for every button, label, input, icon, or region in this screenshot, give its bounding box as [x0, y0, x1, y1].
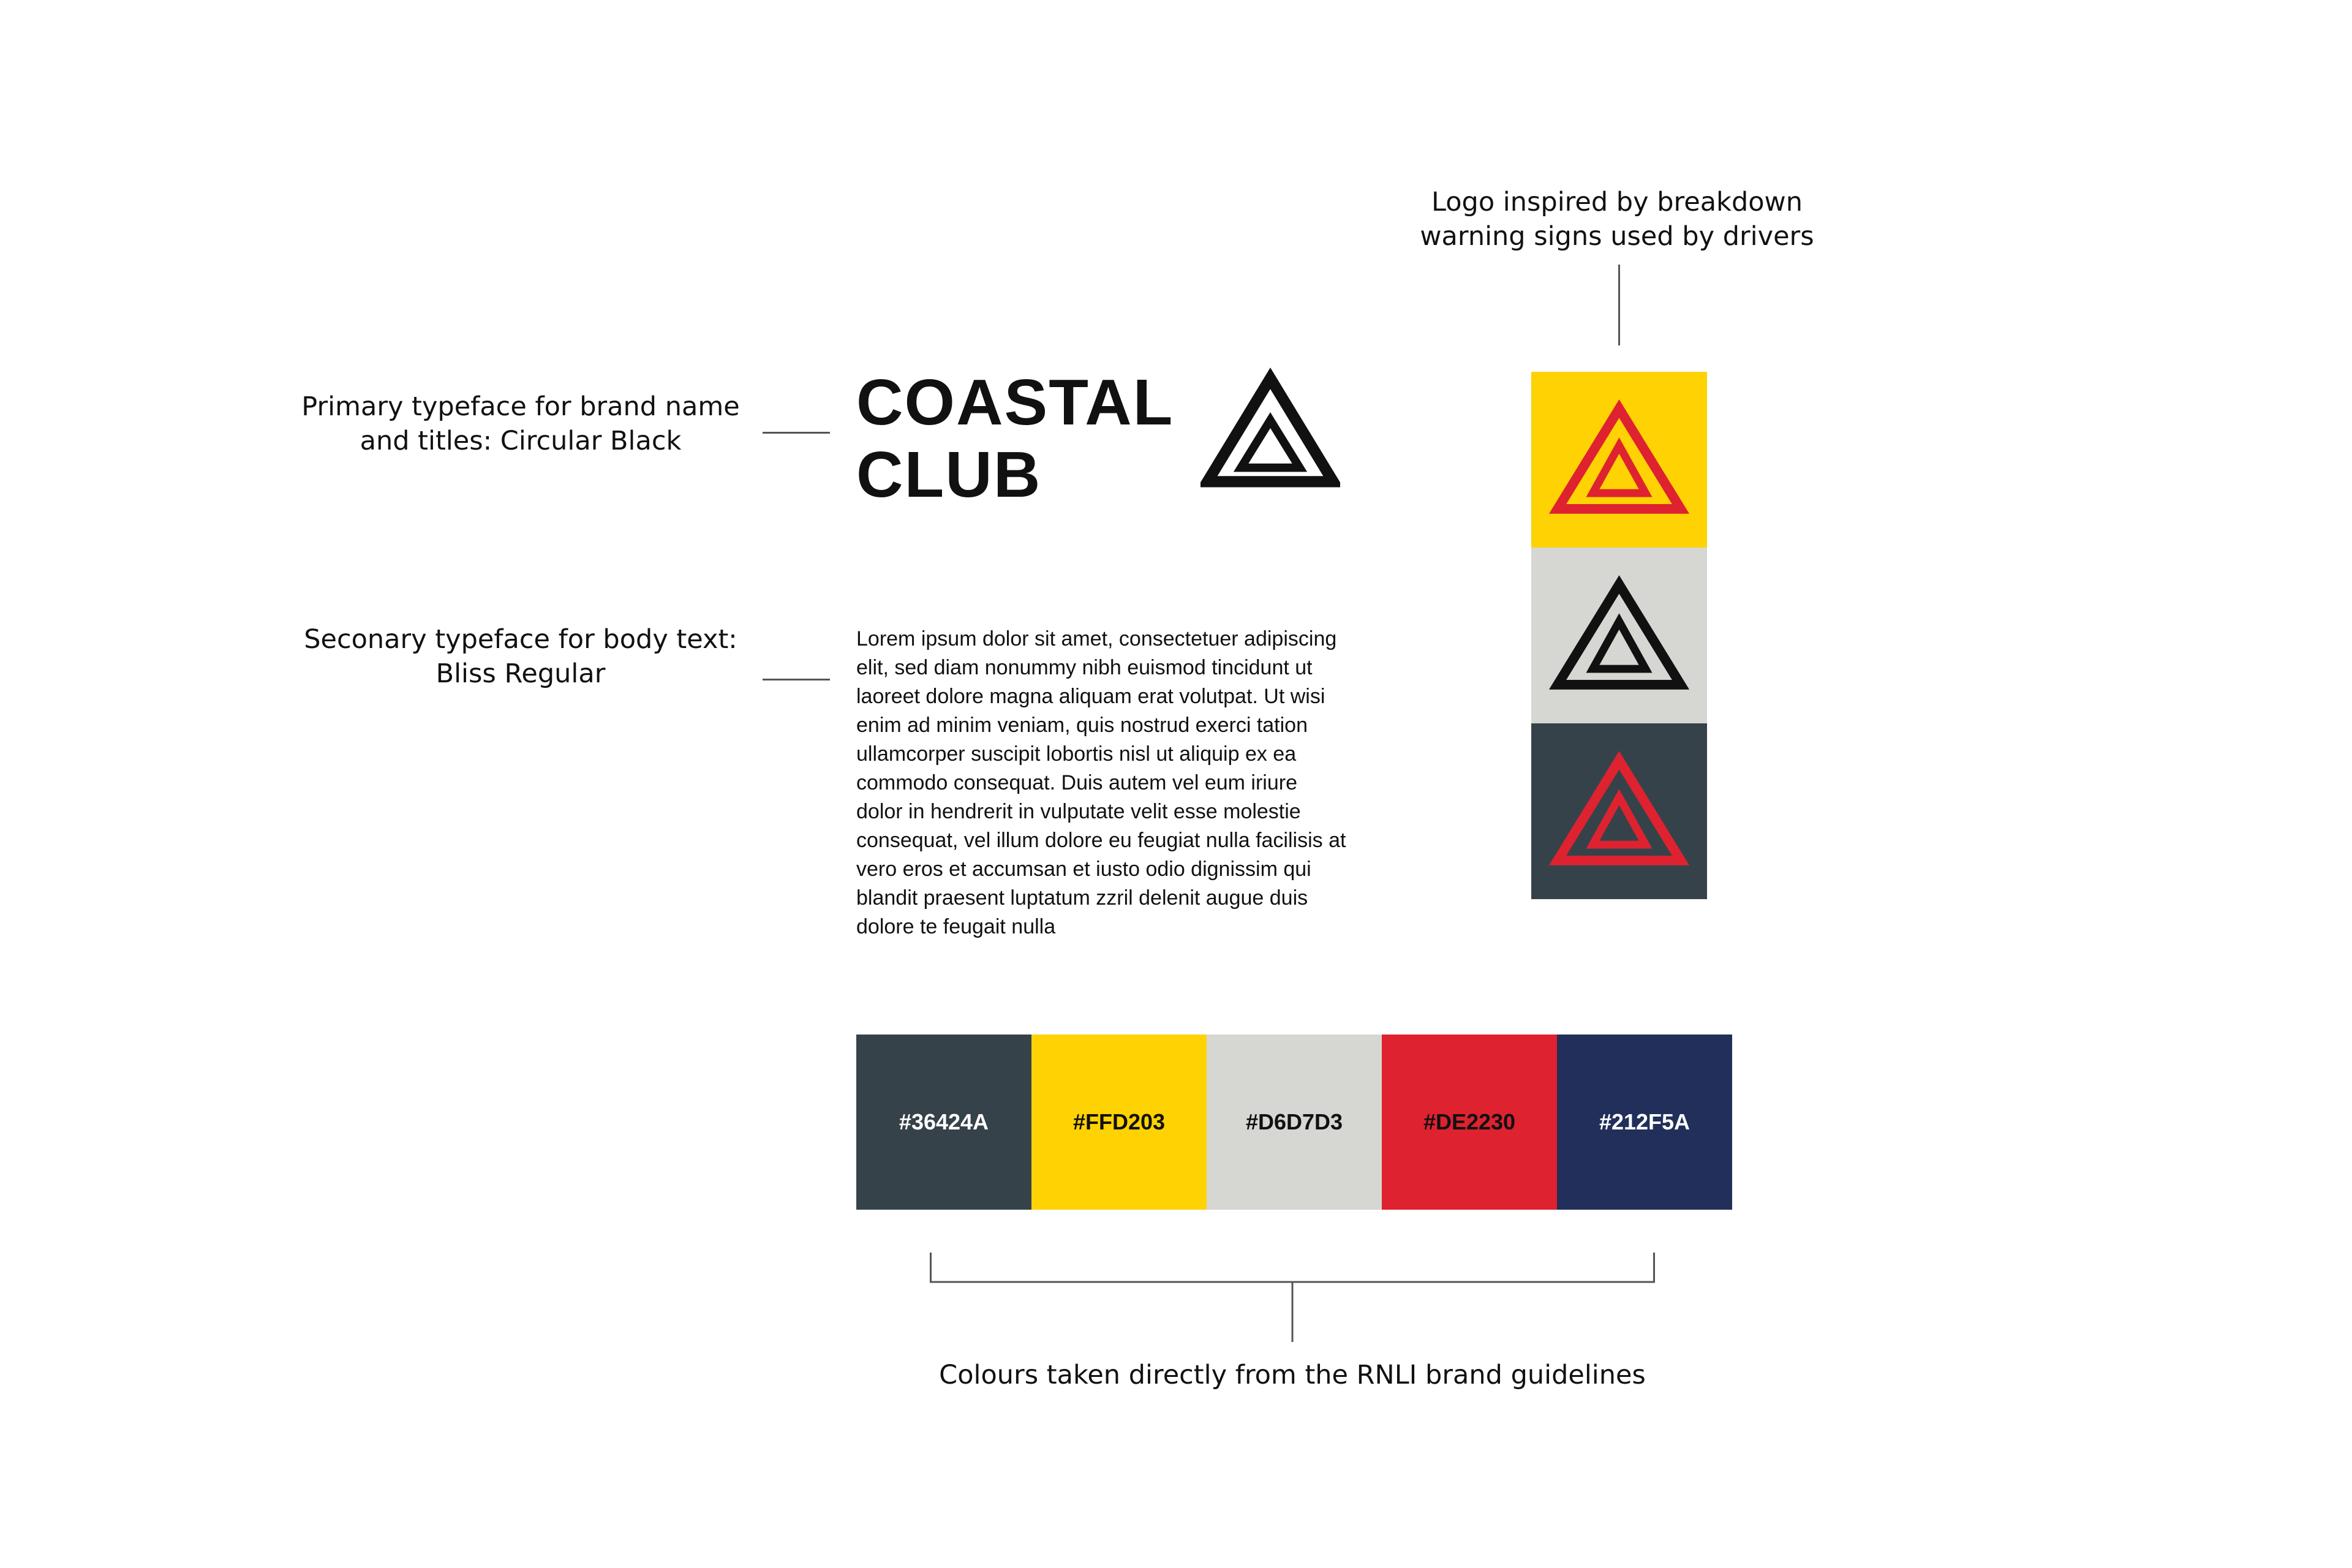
warning-triangle-icon [1531, 548, 1707, 723]
bracket-svg [930, 1253, 1655, 1344]
secondary-annotation-line-2: Bliss Regular [435, 658, 606, 689]
secondary-annotation-connector [763, 679, 830, 680]
primary-annotation-connector [763, 432, 830, 434]
logo-annotation-line-1: Logo inspired by breakdown [1431, 187, 1803, 217]
logo-variant-slate [1531, 723, 1707, 899]
warning-triangle-inner [1593, 622, 1645, 669]
warning-triangle-logo-icon [1200, 368, 1340, 492]
colour-swatch-label: #FFD203 [1072, 1109, 1166, 1134]
warning-triangle-inner [1593, 797, 1645, 845]
primary-annotation-line-1: Primary typeface for brand name [301, 391, 740, 422]
colour-swatch-label: #D6D7D3 [1245, 1109, 1343, 1134]
colour-swatch [1557, 1035, 1732, 1210]
warning-triangle-svg [1200, 368, 1340, 492]
colour-swatch [856, 1035, 1031, 1210]
brand-guidelines-board: Logo inspired by breakdown warning signs used by drivers Primary typeface for brand name and titles: Circular Black COASTAL CLUB Seconary typeface for body text: Bliss Regular Lorem ipsum dolor sit amet, consectetuer adipiscing elit, sed diam nonummy nibh euismod tincidunt ut laoreet dolore magna aliquam erat volutpat. Ut wisi enim ad minim veniam, quis nostrud exerci tation ullamcorper suscipit lobortis nisl ut aliquip ex ea commodo consequat. Duis autem vel eum iriure dolor in hendrerit in vulputate velit esse molestie consequat, vel illum dolore eu feugiat nulla facilisis at vero eros et accumsan et iusto odio dignissim qui blandit praesent luptatum zzril delenit augue duis dolore te feugait nulla #36424A #FFD203 #D6D7D3 #DE2230 #212F5A Colours taken directly from the RNLI brand guidelines [0, 0, 2352, 1568]
brand-name-line-1: COASTAL [856, 366, 1174, 439]
logo-annotation-connector [1618, 265, 1620, 345]
colour-swatch-label: #DE2230 [1423, 1109, 1516, 1134]
warning-triangle-icon [1531, 372, 1707, 548]
logo-variant-yellow [1531, 372, 1707, 548]
colour-swatch [1382, 1035, 1557, 1210]
colour-swatch-label: #212F5A [1599, 1109, 1691, 1134]
colour-swatch-label: #36424A [899, 1109, 989, 1134]
palette-bracket [930, 1253, 1655, 1344]
warning-triangle-inner [1593, 446, 1645, 493]
brand-name-line-2: CLUB [856, 439, 1042, 511]
body-text-sample: Lorem ipsum dolor sit amet, consectetuer adipiscing elit, sed diam nonummy nibh euismod tincidunt ut laoreet dolore magna aliquam erat volutpat. Ut wisi enim ad minim veniam, quis nostrud exerci tation ullamcorper suscipit lobortis nisl ut aliquip ex ea commodo consequat. Duis autem vel eum iriure dolor in hendrerit in vulputate velit esse molestie consequat, vel illum dolore eu feugiat nulla facilisis at vero eros et accumsan et iusto odio dignissim qui blandit praesent luptatum zzril delenit augue duis dolore te feugait nulla [856, 627, 1346, 938]
logo-annotation-line-2: warning signs used by drivers [1420, 221, 1814, 252]
brand-wordmark [856, 366, 1174, 511]
colour-swatch [1207, 1035, 1382, 1210]
colour-swatch [1031, 1035, 1207, 1210]
warning-triangle-icon [1531, 723, 1707, 899]
logo-variant-grey [1531, 548, 1707, 723]
primary-annotation-line-2: and titles: Circular Black [360, 426, 682, 456]
secondary-annotation-line-1: Seconary typeface for body text: [304, 624, 737, 655]
